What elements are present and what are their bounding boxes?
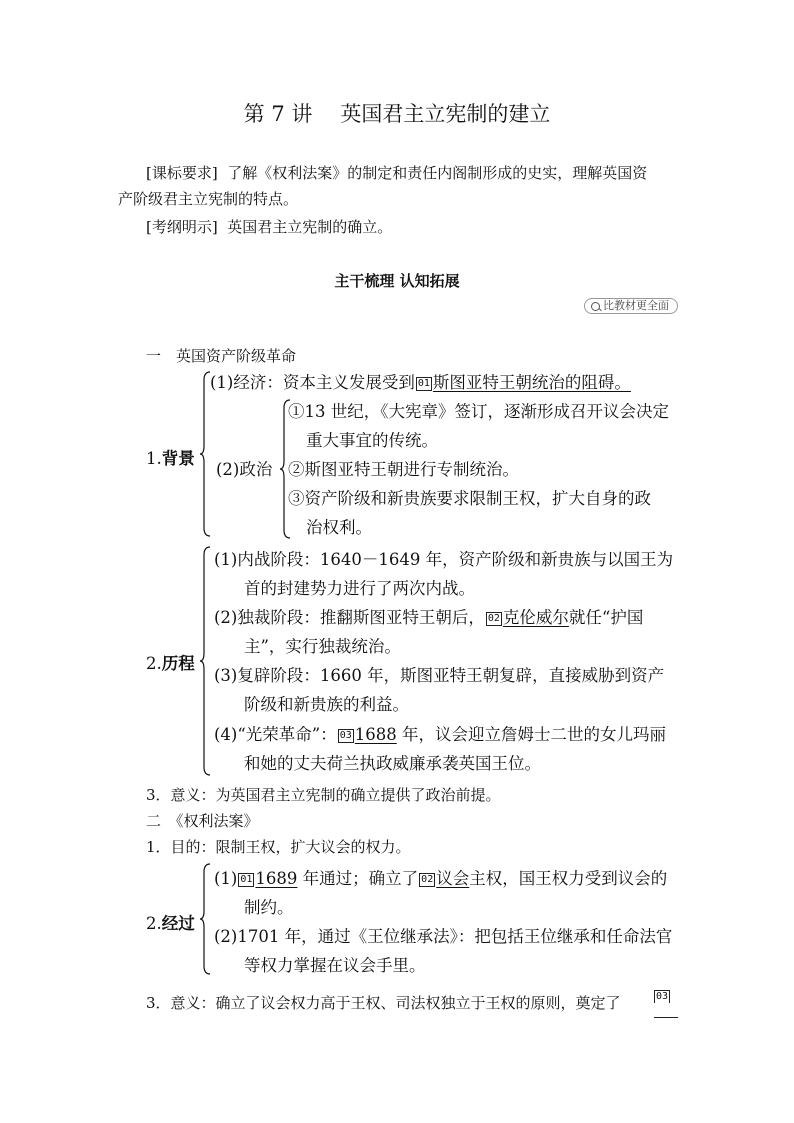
- passage-step-1-cont: 制约。: [244, 898, 294, 917]
- blank-number: 03: [656, 991, 669, 1002]
- passage-step-2-cont: 等权力掌握在议会手里。: [244, 956, 426, 975]
- blank-number: 01: [417, 378, 430, 389]
- outline-text: 英国君主立宪制的确立。: [227, 218, 393, 236]
- more-complete-badge[interactable]: [584, 298, 678, 314]
- section-heading: 主干梳理 认知拓展: [334, 272, 460, 290]
- lecture-number: 第 7 讲: [243, 102, 313, 126]
- blank-number: 02: [421, 874, 434, 885]
- part2-significance: 3．意义：确立了议会权力高于王权、司法权独立于王权的原则，奠定了: [146, 994, 621, 1012]
- passage-step-2: (2)1701 年，通过《王位继承法》：把包括王位继承和任命法官: [214, 927, 673, 946]
- passage-brace: [200, 862, 212, 976]
- requirement-text: 了解《权利法案》的制定和责任内阁制形成的史实，理解英国资: [227, 164, 648, 182]
- process-stage-2-cont: 主”，实行独裁统治。: [244, 637, 401, 656]
- process-stage-3-cont: 阶级和新贵族的利益。: [244, 695, 409, 714]
- part1-heading: 一 英国资产阶级革命: [146, 347, 297, 365]
- background-label: 1.背景: [146, 449, 195, 468]
- politics-label: (2)政治: [216, 460, 273, 479]
- politics-point-3-cont: 治权利。: [306, 518, 372, 537]
- part2-purpose: 1．目的：限制王权，扩大议会的权力。: [146, 838, 411, 856]
- process-stage-1: (1)内战阶段：1640－1649 年，资产阶级和新贵族与以国王为: [214, 550, 674, 569]
- part1-significance: 3．意义：为英国君主立宪制的确立提供了政治前提。: [146, 786, 501, 804]
- search-icon: [591, 302, 600, 311]
- passage-step-1: (1) 01 1689 年通过；确立了 02 议会主权，国王权力受到议会的: [214, 869, 668, 888]
- politics-point-1-cont: 重大事宜的传统。: [306, 431, 438, 450]
- outline-tag: [考纲明示]: [146, 218, 218, 236]
- answer-underline: [654, 1017, 678, 1018]
- politics-point-2: ②斯图亚特王朝进行专制统治。: [288, 460, 519, 479]
- requirement-tag: [课标要求]: [146, 164, 218, 182]
- process-label: 2.历程: [146, 654, 195, 673]
- process-stage-2: (2)独裁阶段：推翻斯图亚特王朝后， 02 克伦威尔就任“护国: [214, 608, 644, 627]
- part2-heading: 二 《权利法案》: [146, 812, 259, 830]
- badge-label: 比教材更全面: [603, 299, 669, 312]
- politics-point-3: ③资产阶级和新贵族要求限制王权，扩大自身的政: [288, 489, 651, 508]
- process-brace: [200, 545, 212, 779]
- process-stage-4-cont: 和她的丈夫荷兰执政威廉承袭英国王位。: [244, 754, 541, 773]
- process-stage-4: (4)“光荣革命”： 03 1688 年，议会迎立詹姆士二世的女儿玛丽: [214, 725, 667, 744]
- blank-number: 02: [487, 613, 500, 624]
- process-stage-1-cont: 首的封建势力进行了两次内战。: [244, 579, 475, 598]
- process-stage-3: (3)复辟阶段：1660 年，斯图亚特王朝复辟，直接威胁到资产: [214, 666, 665, 685]
- curriculum-requirement: [146, 160, 647, 186]
- passage-label: 2.经过: [146, 914, 195, 933]
- page-title: [0, 98, 794, 128]
- politics-point-1: ①13 世纪，《大宪章》签订，逐渐形成召开议会决定: [288, 402, 669, 421]
- blank-number: 03: [339, 730, 352, 741]
- requirement-text-cont: 产阶级君主立宪制的特点。: [118, 190, 299, 208]
- blank-number: 01: [240, 874, 253, 885]
- exam-outline: [146, 214, 392, 240]
- economy-item: (1)经济：资本主义发展受到 01 斯图亚特王朝统治的阻碍。: [210, 373, 631, 392]
- lecture-name: 英国君主立宪制的建立: [340, 102, 551, 126]
